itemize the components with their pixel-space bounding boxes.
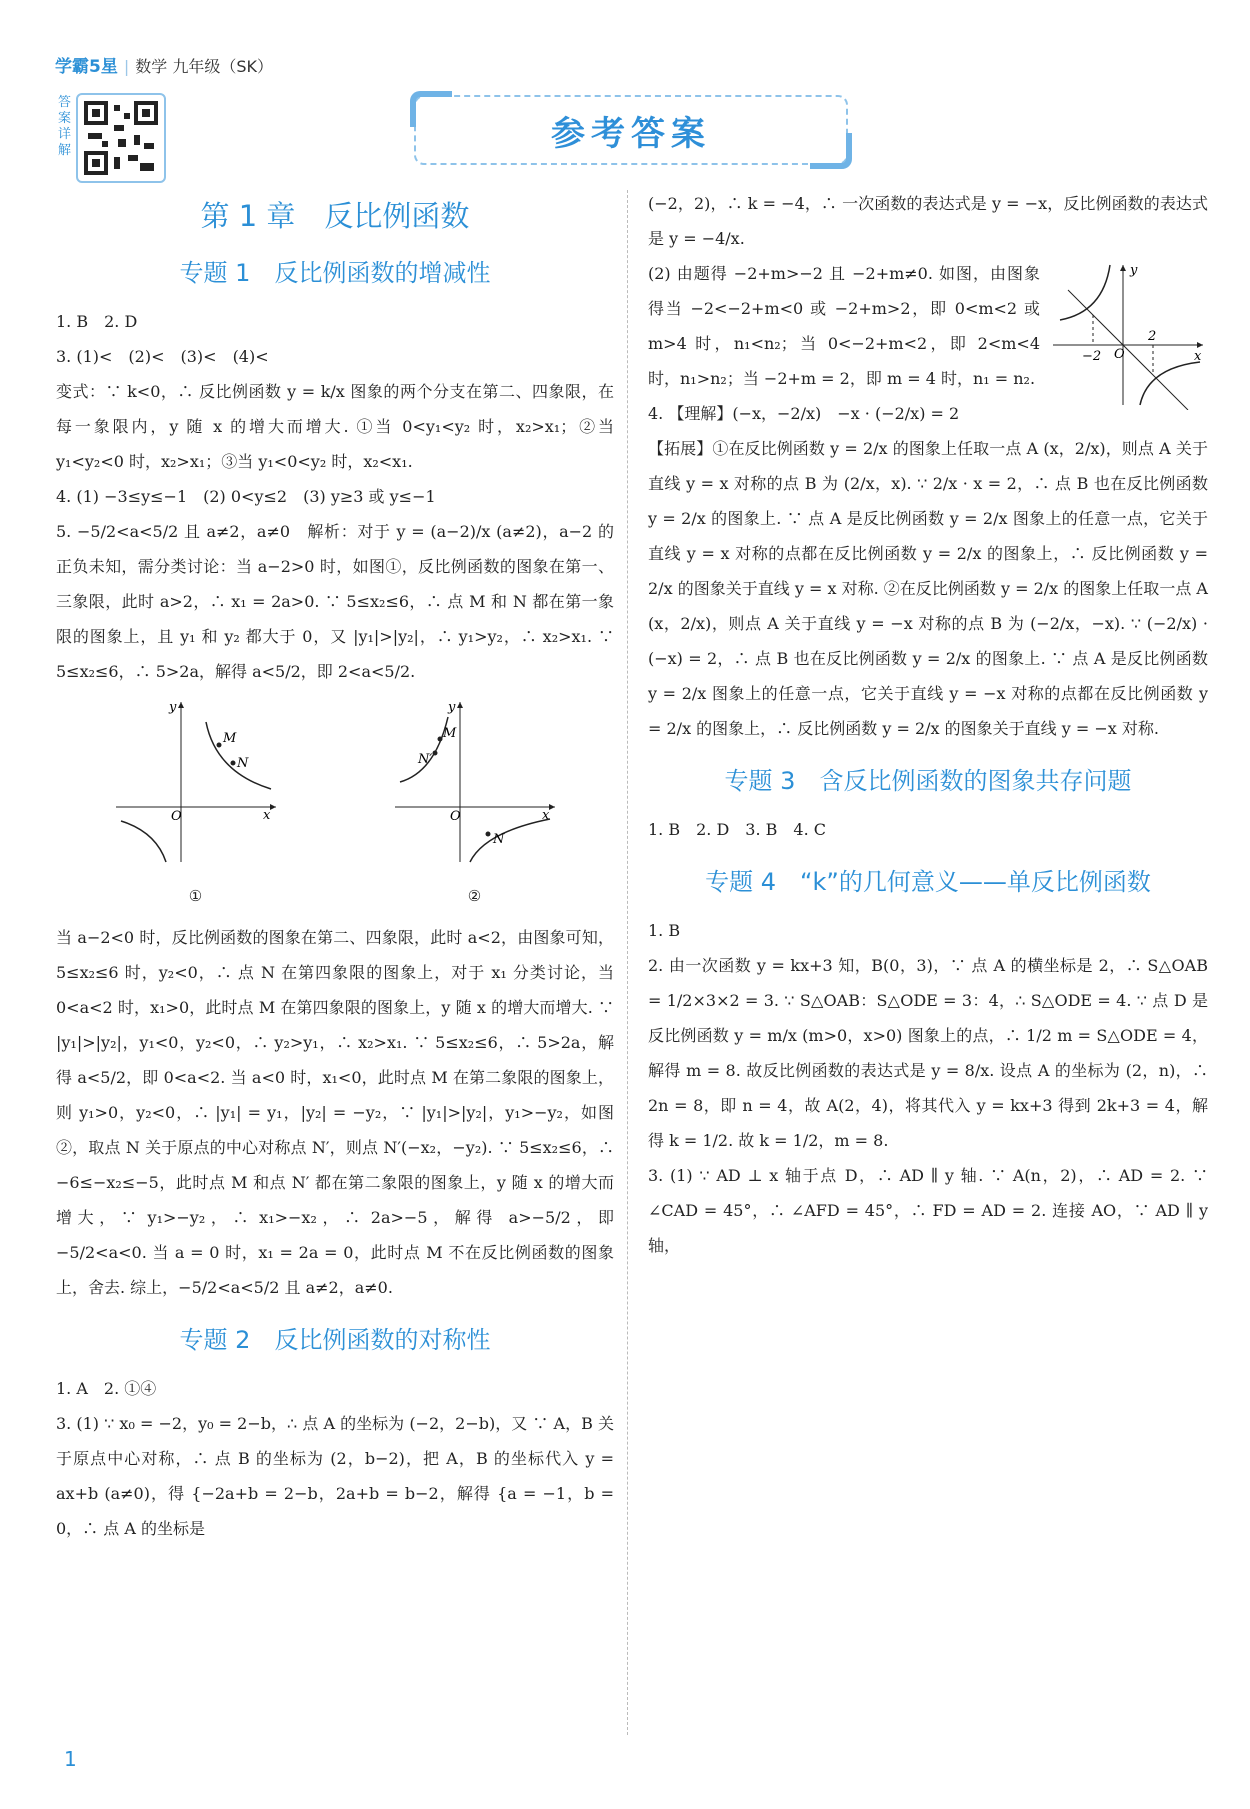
chapter-title: 第 1 章 反比例函数 [200,199,470,233]
answer-line: 3. (1)< (2)< (3)< (4)< [56,347,269,366]
column-divider [627,190,628,1735]
svg-text:y: y [447,700,455,715]
figure-row [56,697,614,914]
subject-label: 数学 九年级（SK） [135,57,273,76]
answer-line: 4. 【理解】(−x，−2/x) −x · (−2/x) = 2 [648,404,960,423]
right-column [648,186,1208,1263]
svg-text:O: O [449,809,461,824]
fig-origin-label: O [1114,347,1125,362]
answer-line: 【拓展】①在反比例函数 y = 2/x 的图象上任取一点 A (x，2/x)，则点 A 关于直线 y = x 对称的点 B 为 (2/x，x). ∵ 2/x · x = 2，∴ 点 B 也在反比例函数 y = 2/x 的图象上. ∵ 点 A 是反比例函数 y = 2/x 图象上的任意一点，它关于直线 y = x 对称的点都在反比例函数 y = 2/x 的图象上，∴ 反比例函数 y = 2/x 的图象关于直线 y = x 对称. ②在反比例函数 y = 2/x 的图象上任取一点 A (x，2/x)，则点 A 关于直线 y = −x 对称的点 B 为 (−2/x，−x). ∵ (−2/x) · (−x) = 2，∴ 点 B 也在反比例函数 y = 2/x 的图象上. ∵ 点 A 是反比例函数 y = 2/x 图象上的任意一点，它关于直线 y = −x 对称的点都在反比例函数 y = 2/x 的图象上，∴ 反比例函数 y = 2/x 的图象关于直线 y = −x 对称. [648,439,1208,738]
answer-line: 1. B [648,921,681,940]
topic3-title: 专题 3 含反比例函数的图象共存问题 [724,767,1132,795]
answer-line: 4. (1) −3≤y≤−1 (2) 0<y≤2 (3) y≥3 或 y≤−1 [56,487,436,506]
left-column [56,198,614,1546]
topic2-title: 专题 2 反比例函数的对称性 [179,1326,491,1354]
figure-caption: ① [188,887,203,905]
page-header: 学霸5星 | 数学 九年级（SK） [55,57,273,77]
topic4-title: 专题 4 “k”的几何意义——单反比例函数 [705,868,1151,896]
answer-line: 1. A 2. ①④ [56,1379,157,1398]
svg-text:M: M [442,726,456,741]
page-number: 1 [64,1747,77,1771]
answer-line: (−2，2)，∴ k = −4，∴ 一次函数的表达式是 y = −x，反比例函数的表达式是 y = −4/x. [648,194,1208,248]
figure-2 [390,697,560,914]
svg-text:x: x [541,808,549,823]
svg-text:M: M [222,731,236,746]
answer-line: 3. (1) ∵ x₀ = −2，y₀ = 2−b，∴ 点 A 的坐标为 (−2，2−b)，又 ∵ A，B 关于原点中心对称，∴ 点 B 的坐标为 (2，b−2)，把 A，B 的坐标代入 y = ax+b (a≠0)，得 {−2a+b = 2−b，2a+b = b−2，解得 {a = −1，b = 0，∴ 点 A 的坐标是 [56,1414,614,1538]
svg-text:x: x [262,808,270,823]
answer-line: 变式：∵ k<0，∴ 反比例函数 y = k/x 图象的两个分支在第二、四象限，在每一象限内，y 随 x 的增大而增大. ①当 0<y₁<y₂ 时，x₂>x₁；②当 y₁<y₂<0 时，x₂>x₁；③当 y₁<0<y₂ 时，x₂<x₁. [56,382,614,471]
brand-logo: 学霸5星 [55,57,118,77]
answer-line: 2. 由一次函数 y = kx+3 知，B(0，3)，∵ 点 A 的横坐标是 2，∴ S△OAB = 1/2×3×2 = 3. ∵ S△OAB：S△ODE = 3：4，∴ S△ODE = 4. ∵ 点 D 是反比例函数 y = m/x (m>0，x>0) 图象上的点，∴ 1/2 m = S△ODE = 4，解得 m = 8. 故反比例函数的表达式是 y = 8/x. 设点 A 的坐标为 (2，n)，∴ 2n = 8，即 n = 4，故 A(2，4)，将其代入 y = kx+3 得到 2k+3 = 4，解得 k = 1/2. 故 k = 1/2，m = 8. [648,956,1208,1150]
svg-text:O: O [170,809,182,824]
answer-line: (2) 由题得 −2+m>−2 且 −2+m≠0. 如图，由图象得当 −2<−2+m<0 或 −2+m>2，即 0<m<2 或 m>4 时，n₁<n₂；当 0<−2+m<2，即 2<m<4 时，n₁>n₂；当 −2+m = 2，即 m = 4 时，n₁ = n₂. [648,264,1040,388]
answer-line: 当 a−2<0 时，反比例函数的图象在第二、四象限，此时 a<2，由图象可知，5≤x₂≤6 时，y₂<0，∴ 点 N 在第四象限的图象上，对于 x₁ 分类讨论，当 0<a<2 时，x₁>0，此时点 M 在第四象限的图象上，y 随 x 的增大而增大. ∵ |y₁|>|y₂|，y₁<0，y₂<0，∴ y₂>y₁，∴ x₂>x₁. ∵ 5≤x₂≤6，∴ 5>2a，解得 a<5/2，即 0<a<2. 当 a<0 时，x₁<0，此时点 M 在第二象限的图象上，则 y₁>0，y₂<0，∴ |y₁| = y₁，|y₂| = −y₂，∵ |y₁|>|y₂|，y₁>−y₂，如图②，取点 N 关于原点的中心对称点 N′，则点 N′(−x₂，−y₂). ∵ 5≤x₂≤6，∴ −6≤−x₂≤−5，此时点 M 和点 N′ 都在第二象限的图象上，y 随 x 的增大而增大，∵ y₁>−y₂，∴ x₁>−x₂，∴ 2a>−5，解得 a>−5/2，即 −5/2<a<0. 当 a = 0 时，x₁ = 2a = 0，此时点 M 不在反比例函数的图象上，舍去. 综上，−5/2<a<5/2 且 a≠2，a≠0. [56,928,614,1297]
answer-line: 1. B 2. D 3. B 4. C [648,820,826,839]
fig-y-label: y [1130,263,1138,278]
svg-text:y: y [168,700,176,715]
figure-3 [1048,260,1208,422]
fig-x-label: x [1194,349,1202,364]
answer-line: 3. (1) ∵ AD ⊥ x 轴于点 D，∴ AD ∥ y 轴. ∵ A(n，2)，∴ AD = 2. ∵ ∠CAD = 45°，∴ ∠AFD = 45°，∴ FD = AD = 2. 连接 AO，∵ AD ∥ y 轴， [648,1166,1208,1255]
figure-caption: ② [467,887,482,905]
banner-title: 参考答案 [551,113,711,154]
figure-1 [111,697,281,914]
topic1-title: 专题 1 反比例函数的增减性 [179,259,491,287]
qr-code-icon[interactable] [76,93,166,183]
fig-neg2-label: −2 [1082,349,1102,364]
answer-banner [414,95,848,165]
answer-line: 5. −5/2<a<5/2 且 a≠2，a≠0 解析：对于 y = (a−2)/x (a≠2)，a−2 的正负未知，需分类讨论：当 a−2>0 时，如图①，反比例函数的图象在第一、三象限，此时 a>2，∴ x₁ = 2a>0. ∵ 5≤x₂≤6，∴ 点 M 和 N 都在第一象限的图象上，且 y₁ 和 y₂ 都大于 0，又 |y₁|>|y₂|，∴ y₁>y₂，∴ x₂>x₁. ∵ 5≤x₂≤6，∴ 5>2a，解得 a<5/2，即 2<a<5/2. [56,522,614,681]
svg-text:N: N [492,832,504,847]
svg-text:N: N [236,756,248,771]
svg-text:N′: N′ [417,752,432,767]
answer-line: 1. B 2. D [56,312,138,331]
fig-pos2-label: 2 [1148,329,1157,344]
qr-label: 答案详解 [58,95,72,158]
